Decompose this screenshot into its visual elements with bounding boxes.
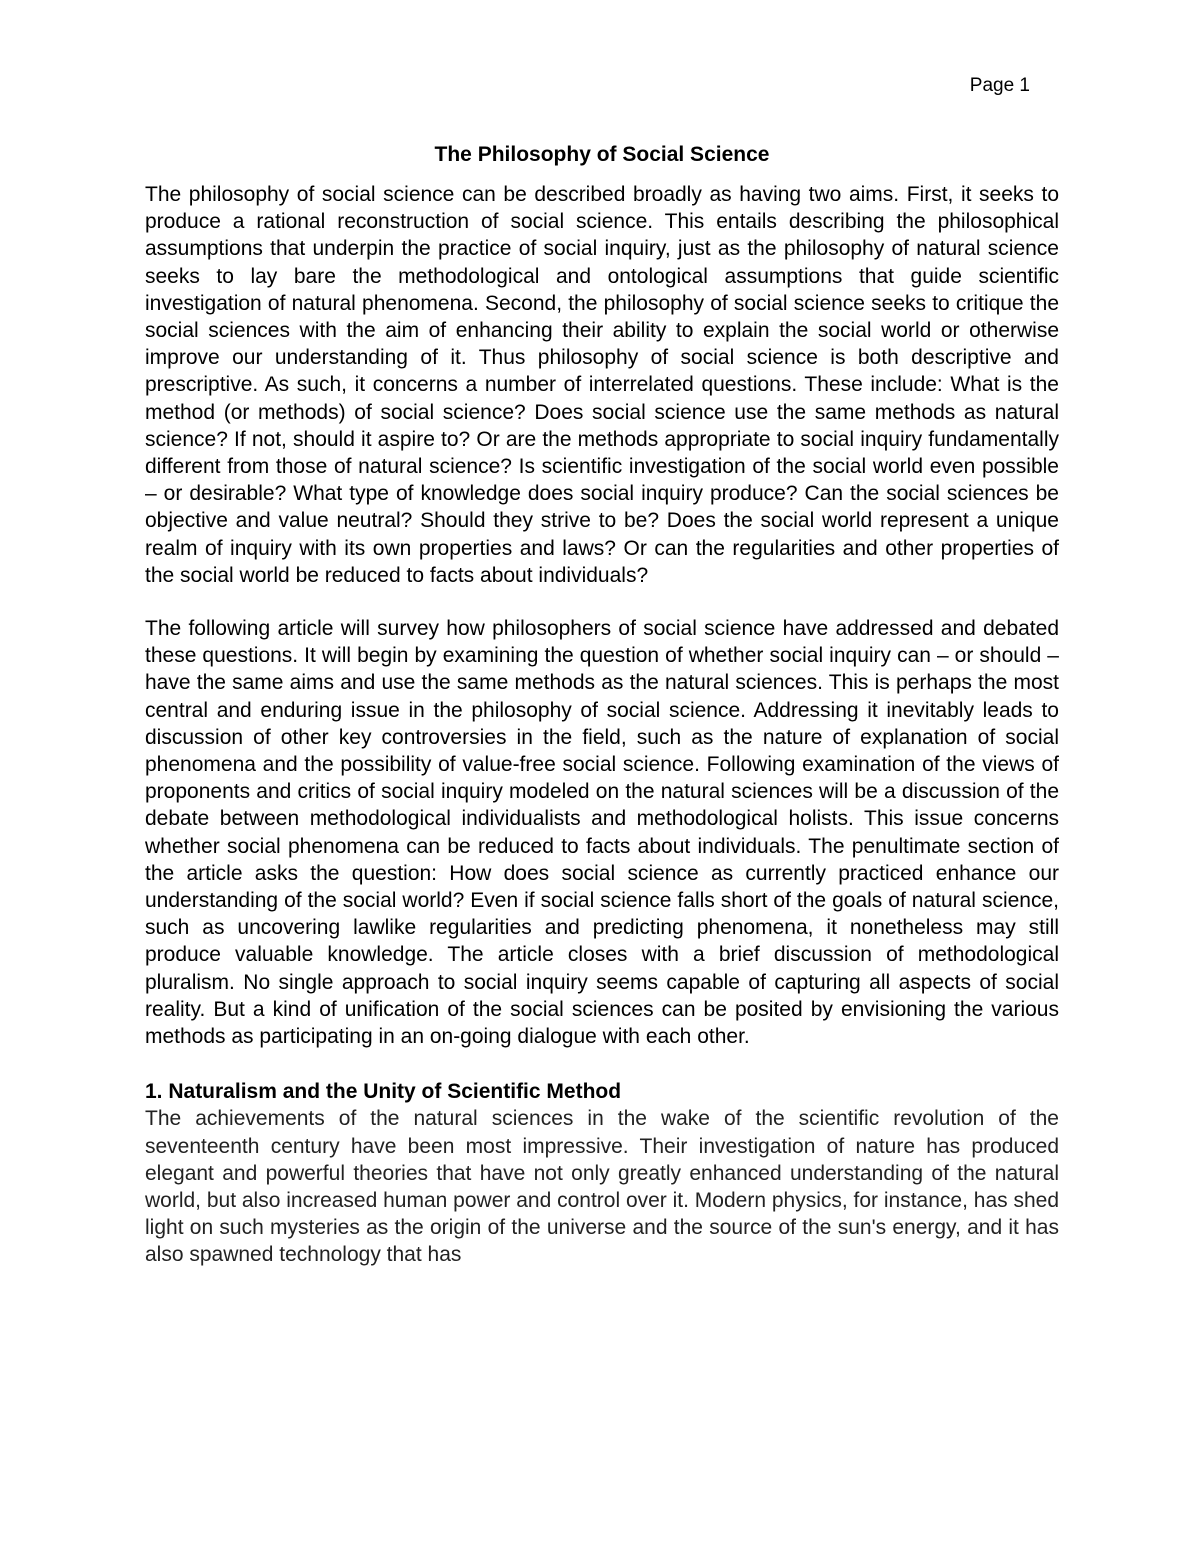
- intro-paragraph: The philosophy of social science can be described broadly as having two aims. First, it seeks to produce a rational reconstruction of social science. This entails describing the philosophical assumptions that underpin the practice of social inquiry, just as the philosophy of natural science seeks to lay bare the methodological and ontological assumptions that guide scientific investigation of natural phenomena. Second, the philosophy of social science seeks to critique the social sciences with the aim of enhancing their ability to explain the social world or otherwise improve our understanding of it. Thus philosophy of social science is both descriptive and prescriptive. As such, it concerns a number of interrelated questions. These include: What is the method (or methods) of social science? Does social science use the same methods as natural science? If not, should it aspire to? Or are the methods appropriate to social inquiry fundamentally different from those of natural science? Is scientific investigation of the social world even possible – or desirable? What type of knowledge does social inquiry produce? Can the social sciences be objective and value neutral? Should they strive to be? Does the social world represent a unique realm of inquiry with its own properties and laws? Or can the regularities and other properties of the social world be reduced to facts about individuals?: [145, 183, 1059, 587]
- section-heading: 1. Naturalism and the Unity of Scientific Method: [145, 1080, 622, 1104]
- overview-paragraph: The following article will survey how philosophers of social science have addressed and debated these questions. It will begin by examining the question of whether social inquiry can – or should – have the same aims and use the same methods as the natural sciences. This is perhaps the most central and enduring issue in the philosophy of social science. Addressing it inevitably leads to discussion of other key controversies in the field, such as the nature of explanation of social phenomena and the possibility of value-free social science. Following examination of the views of proponents and critics of social inquiry modeled on the natural sciences will be a discussion of the debate between methodological individualists and methodological holists. This issue concerns whether social phenomena can be reduced to facts about individuals. The penultimate section of the article asks the question: How does social science as currently practiced enhance our understanding of the social world? Even if social science falls short of the goals of natural science, such as uncovering lawlike regularities and predicting phenomena, it nonetheless may still produce valuable knowledge. The article closes with a brief discussion of methodological pluralism. No single approach to social inquiry seems capable of capturing all aspects of social reality. But a kind of unification of the social sciences can be posited by envisioning the various methods as participating in an on-going dialogue with each other.: [145, 617, 1059, 1049]
- document-body: [145, 141, 1059, 1269]
- section-paragraph: The achievements of the natural sciences in the wake of the scientific revolution of the seventeenth century have been most impressive. Their investigation of nature has produced elegant and powerful theories that have not only greatly enhanced understanding of the natural world, but also increased human power and control over it. Modern physics, for instance, has shed light on such mysteries as the origin of the universe and the source of the sun's energy, and it has also spawned technology that has: [145, 1107, 1059, 1267]
- document-title: The Philosophy of Social Science: [434, 143, 770, 166]
- page-number: Page 1: [969, 75, 1030, 96]
